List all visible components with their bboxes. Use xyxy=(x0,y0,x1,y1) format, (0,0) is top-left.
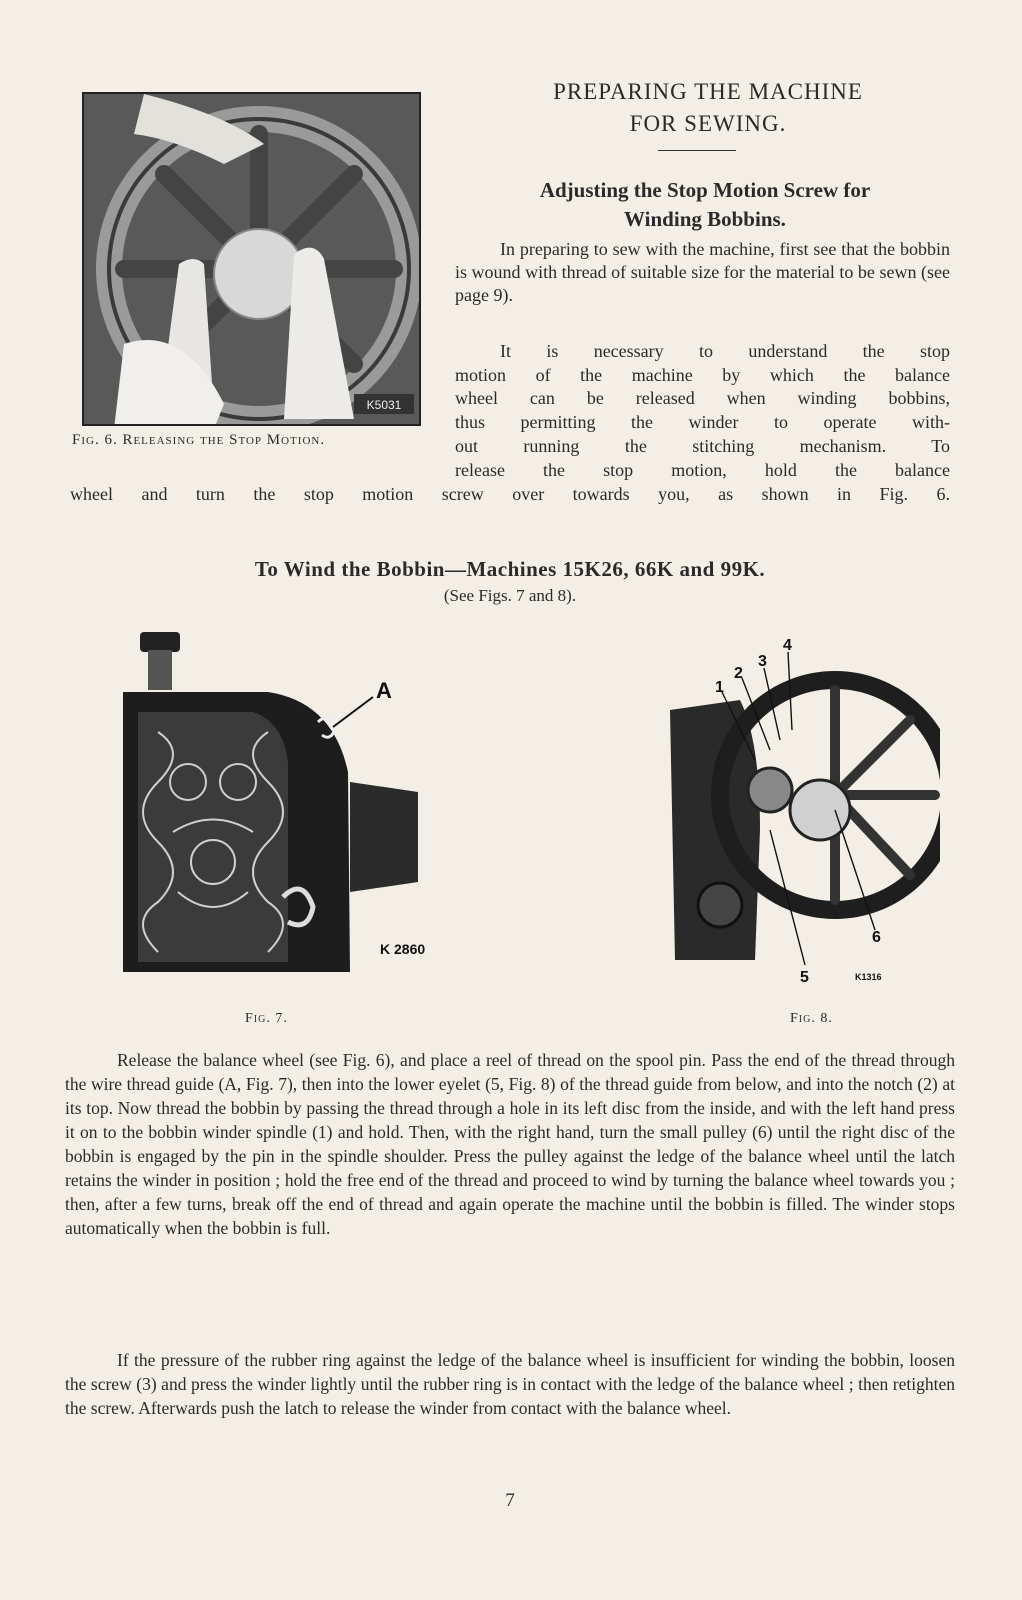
fig6-code: K5031 xyxy=(366,398,402,412)
paragraph-1: In preparing to sew with the machine, first see that the bobbin is wound with thread of suitable size for the material to be sewn (see page 9). xyxy=(455,239,950,305)
fig8-label-4: 4 xyxy=(783,637,792,654)
paragraph-2 xyxy=(455,340,950,482)
section-heading-line-2: Winding Bobbins. xyxy=(624,207,786,231)
paragraph-3: Release the balance wheel (see Fig. 6), and place a reel of thread on the spool pin. Pass the end of the thread through the wire thread guide (A, Fig. 7), then into the lower eyelet (5, Fig. 8) of the thread guide from below, and into the notch (2) at its top. Now thread the bobbin by passing the thread through a hole in its left disc from the inside, and with the left hand press it on to the bobbin winder spindle (1) and hold. Then, with the right hand, turn the small pulley (6) until the right disc of the bobbin is engaged by the pin in the spindle shoulder. Press the pulley against the ledge of the balance wheel until the latch retains the winder in position ; hold the free end of the thread and proceed to wind by turning the balance wheel towards you ; then, after a few turns, break off the end of thread and again operate the machine until the bobbin is filled. The winder stops automatically when the bobbin is full. xyxy=(65,1050,955,1238)
paragraph-4: If the pressure of the rubber ring against the ledge of the balance wheel is insufficient for winding the bobbin, loosen the screw (3) and press the winder lightly until the rubber ring is in contact with the ledge of the balance wheel ; then retighten the screw. Afterwards push the latch to release the winder from contact with the balance wheel. xyxy=(65,1350,955,1418)
fig8-caption: Fig. 8. xyxy=(790,1011,833,1026)
fig7-label-a: A xyxy=(376,678,392,703)
paragraph-2-tail: wheel and turn the stop motion screw over towards you, as shown in Fig. 6. xyxy=(70,484,950,504)
title-line-1: PREPARING THE MACHINE xyxy=(553,79,863,104)
section-heading-line-1: Adjusting the Stop Motion Screw for xyxy=(539,178,871,202)
fig8-illustration xyxy=(660,630,940,990)
title-divider xyxy=(658,150,736,151)
fig8-label-3: 3 xyxy=(758,653,767,670)
paragraph-2-line: out running the stitching mechanism. To xyxy=(455,435,950,456)
fig7-code: K 2860 xyxy=(380,941,426,957)
paragraph-2-line: wheel can be released when winding bobbins, xyxy=(455,388,950,409)
paragraph-2-line: thus permitting the winder to operate with- xyxy=(455,412,950,433)
fig8-label-6: 6 xyxy=(872,929,881,946)
fig6-photo xyxy=(82,92,421,426)
section-heading xyxy=(455,176,955,234)
fig6-caption: Fig. 6. Releasing the Stop Motion. xyxy=(72,432,326,448)
paragraph-2-line: motion of the machine by which the balance xyxy=(455,364,950,385)
fig8-label-5: 5 xyxy=(800,969,809,986)
fig8-code: K1316 xyxy=(855,972,882,982)
fig7-caption: Fig. 7. xyxy=(245,1011,288,1026)
fig8-label-1: 1 xyxy=(715,679,724,696)
machine-head-image xyxy=(118,632,448,972)
wind-heading: To Wind the Bobbin—Machines 15K26, 66K and 99K. xyxy=(254,557,766,581)
bobbin-winder-image xyxy=(660,630,940,990)
fig8-label-2: 2 xyxy=(734,665,743,682)
wind-subheading: (See Figs. 7 and 8). xyxy=(443,586,577,605)
paragraph-2-line: It is necessary to understand the stop xyxy=(500,341,950,361)
fig7-illustration xyxy=(118,632,448,972)
page-title xyxy=(448,76,968,140)
paragraph-2-line: release the stop motion, hold the balance xyxy=(455,459,950,480)
title-line-2: FOR SEWING. xyxy=(629,111,787,136)
page-number: 7 xyxy=(505,1490,515,1511)
balance-wheel-hand-image xyxy=(84,94,419,424)
